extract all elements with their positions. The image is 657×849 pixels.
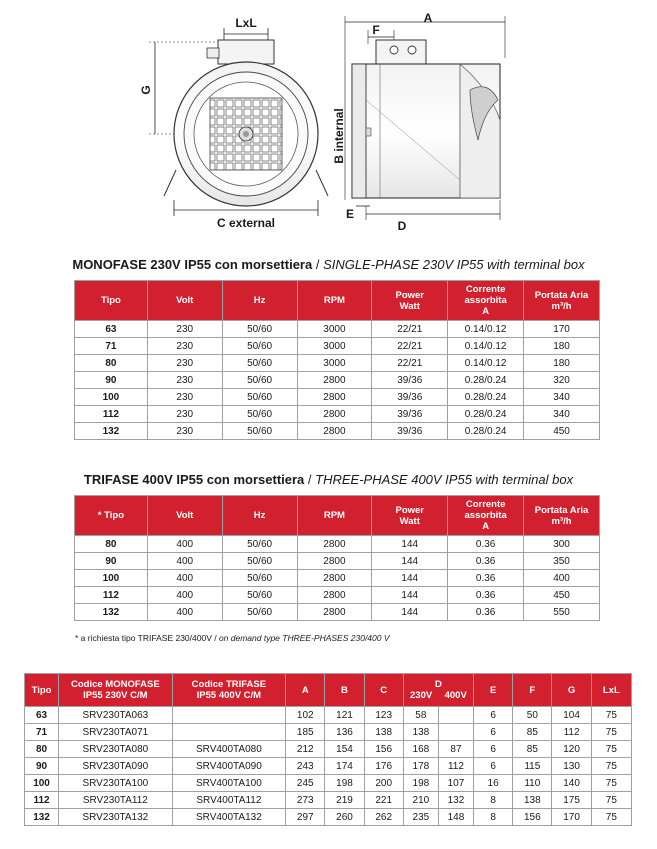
column-header: * Tipo <box>75 496 148 536</box>
table-cell: 230 <box>147 321 222 338</box>
table-cell: 170 <box>552 809 591 826</box>
table-row <box>75 389 600 406</box>
column-header: Volt <box>147 281 222 321</box>
table-cell: 2800 <box>297 389 372 406</box>
c-external-label: C external <box>216 216 276 230</box>
dim-header-g: G <box>552 674 591 707</box>
dim-header-code-mono: Codice MONOFASE IP55 230V C/M <box>59 674 173 707</box>
table-cell: 50/60 <box>222 321 297 338</box>
table-cell: 230 <box>147 372 222 389</box>
table-cell: 260 <box>325 809 364 826</box>
table-cell: 110 <box>513 775 552 792</box>
table-cell: 39/36 <box>372 389 448 406</box>
table-cell: 71 <box>25 724 59 741</box>
single-phase-title-sep: / <box>312 257 324 272</box>
table-cell: 174 <box>325 758 364 775</box>
table-cell: 80 <box>25 741 59 758</box>
b-internal-label: B internal <box>332 108 346 164</box>
table-header-row <box>75 496 600 536</box>
table-cell: 156 <box>364 741 403 758</box>
table-cell: 85 <box>513 724 552 741</box>
table-cell: 100 <box>75 570 148 587</box>
table-row <box>25 707 632 724</box>
table-cell: SRV230TA063 <box>59 707 173 724</box>
table-cell: 0.28/0.24 <box>448 406 524 423</box>
table-cell: 230 <box>147 389 222 406</box>
table-cell: 90 <box>75 553 148 570</box>
dim-header-f: F <box>513 674 552 707</box>
table-cell: 3000 <box>297 355 372 372</box>
table-cell: 71 <box>75 338 148 355</box>
table-cell: 0.28/0.24 <box>448 389 524 406</box>
dim-header-lxl: LxL <box>591 674 631 707</box>
table-cell: 200 <box>364 775 403 792</box>
table-cell: 50/60 <box>222 406 297 423</box>
f-label: F <box>372 23 380 37</box>
table-cell: 450 <box>524 587 600 604</box>
table-cell: 0.36 <box>448 536 524 553</box>
table-cell: 75 <box>591 724 631 741</box>
table-cell: 262 <box>364 809 403 826</box>
table-cell: 132 <box>25 809 59 826</box>
table-cell: 320 <box>524 372 600 389</box>
table-cell: 180 <box>524 338 600 355</box>
table-cell: 50/60 <box>222 553 297 570</box>
table-cell: 300 <box>524 536 600 553</box>
table-cell <box>438 724 473 741</box>
table-cell: 0.36 <box>448 587 524 604</box>
table-cell: 102 <box>286 707 325 724</box>
table-cell: 136 <box>325 724 364 741</box>
table-cell: 6 <box>474 758 513 775</box>
table-cell: 340 <box>524 389 600 406</box>
table-row <box>75 536 600 553</box>
dim-header-e: E <box>474 674 513 707</box>
column-header: Corrente assorbita A <box>448 496 524 536</box>
table-cell: 154 <box>325 741 364 758</box>
table-cell: SRV230TA080 <box>59 741 173 758</box>
table-cell: 3000 <box>297 321 372 338</box>
table-cell: 63 <box>75 321 148 338</box>
table-cell: 6 <box>474 741 513 758</box>
table-cell: 75 <box>591 741 631 758</box>
table-cell: 39/36 <box>372 423 448 440</box>
table-cell: 210 <box>403 792 438 809</box>
table-cell: SRV400TA090 <box>172 758 286 775</box>
table-cell: 39/36 <box>372 372 448 389</box>
table-cell: 138 <box>403 724 438 741</box>
table-cell: 400 <box>524 570 600 587</box>
dim-header-tipo: Tipo <box>25 674 59 707</box>
column-header: Hz <box>222 281 297 321</box>
column-header: Power Watt <box>372 496 448 536</box>
table-cell: 340 <box>524 406 600 423</box>
three-phase-title-italic: THREE-PHASE 400V IP55 with terminal box <box>315 472 574 487</box>
dimensions-header-row <box>25 674 632 707</box>
table-cell: 0.14/0.12 <box>448 338 524 355</box>
dim-header-code-tri: Codice TRIFASE IP55 400V C/M <box>172 674 286 707</box>
table-cell: 75 <box>591 792 631 809</box>
table-row <box>75 423 600 440</box>
column-header: Volt <box>147 496 222 536</box>
table-cell: 2800 <box>297 406 372 423</box>
table-cell: 75 <box>591 809 631 826</box>
table-cell: 198 <box>403 775 438 792</box>
table-cell: 123 <box>364 707 403 724</box>
table-cell: 0.28/0.24 <box>448 372 524 389</box>
table-cell: 100 <box>25 775 59 792</box>
table-cell: 16 <box>474 775 513 792</box>
table-cell: 243 <box>286 758 325 775</box>
table-cell: 550 <box>524 604 600 621</box>
table-cell: 115 <box>513 758 552 775</box>
table-cell: 0.36 <box>448 604 524 621</box>
motor-technical-drawing <box>0 0 657 240</box>
table-cell: 0.28/0.24 <box>448 423 524 440</box>
table-cell: 50/60 <box>222 570 297 587</box>
table-cell: 3000 <box>297 338 372 355</box>
table-cell: SRV230TA112 <box>59 792 173 809</box>
table-cell: 245 <box>286 775 325 792</box>
table-row <box>75 372 600 389</box>
table-cell: 50/60 <box>222 536 297 553</box>
d-label: D <box>397 219 407 233</box>
table-row <box>25 775 632 792</box>
table-cell: 230 <box>147 406 222 423</box>
table-cell: SRV230TA100 <box>59 775 173 792</box>
table-cell: 120 <box>552 741 591 758</box>
table-cell: 6 <box>474 707 513 724</box>
table-cell: 112 <box>25 792 59 809</box>
table-cell: 138 <box>513 792 552 809</box>
table-row <box>25 758 632 775</box>
table-cell: 198 <box>325 775 364 792</box>
table-cell: 87 <box>438 741 473 758</box>
table-cell: SRV400TA100 <box>172 775 286 792</box>
table-row <box>25 724 632 741</box>
table-row <box>75 553 600 570</box>
dim-header-a: A <box>286 674 325 707</box>
table-cell: 2800 <box>297 570 372 587</box>
table-cell: 168 <box>403 741 438 758</box>
table-cell: 144 <box>372 553 448 570</box>
lxl-label: LxL <box>235 16 257 30</box>
three-phase-title-bold: TRIFASE 400V IP55 con morsettiera <box>83 472 305 487</box>
table-cell: 80 <box>75 355 148 372</box>
table-cell: 180 <box>524 355 600 372</box>
table-cell: 130 <box>552 758 591 775</box>
table-cell: 144 <box>372 587 448 604</box>
single-phase-title-bold: MONOFASE 230V IP55 con morsettiera <box>72 257 313 272</box>
table-cell: 0.14/0.12 <box>448 321 524 338</box>
table-cell: 104 <box>552 707 591 724</box>
table-cell: 144 <box>372 570 448 587</box>
table-cell: 90 <box>75 372 148 389</box>
table-cell: 50 <box>513 707 552 724</box>
table-cell: 0.36 <box>448 553 524 570</box>
table-cell: 112 <box>552 724 591 741</box>
table-cell: 450 <box>524 423 600 440</box>
table-cell: 221 <box>364 792 403 809</box>
table-cell: SRV230TA132 <box>59 809 173 826</box>
table-cell: 6 <box>474 724 513 741</box>
table-cell: 0.36 <box>448 570 524 587</box>
g-label: G <box>139 85 153 95</box>
column-header: Tipo <box>75 281 148 321</box>
table-cell: 148 <box>438 809 473 826</box>
table-cell: 39/36 <box>372 406 448 423</box>
single-phase-title <box>0 257 657 272</box>
table-cell: SRV230TA090 <box>59 758 173 775</box>
table-cell: 8 <box>474 809 513 826</box>
dim-header-d <box>403 674 473 707</box>
table-cell: SRV400TA112 <box>172 792 286 809</box>
column-header: Hz <box>222 496 297 536</box>
table-row <box>75 321 600 338</box>
table-row <box>75 604 600 621</box>
table-cell: 400 <box>147 553 222 570</box>
table-cell: 138 <box>364 724 403 741</box>
table-cell: 156 <box>513 809 552 826</box>
table-cell: 50/60 <box>222 587 297 604</box>
table-cell: 297 <box>286 809 325 826</box>
table-row <box>75 570 600 587</box>
side-view <box>332 11 505 233</box>
table-cell: 50/60 <box>222 372 297 389</box>
table-cell: 132 <box>75 423 148 440</box>
dimensions-table <box>24 673 632 826</box>
table-row <box>75 338 600 355</box>
table-cell: 350 <box>524 553 600 570</box>
table-cell: 400 <box>147 587 222 604</box>
column-header: Corrente assorbita A <box>448 281 524 321</box>
table-header-row <box>75 281 600 321</box>
table-cell: 2800 <box>297 604 372 621</box>
front-view <box>139 16 328 230</box>
table-cell: 100 <box>75 389 148 406</box>
column-header: Power Watt <box>372 281 448 321</box>
table-row <box>75 406 600 423</box>
e-label: E <box>345 207 354 221</box>
column-header: Portata Aria m³/h <box>524 281 600 321</box>
table-cell <box>172 707 286 724</box>
dim-header-d230: 230V <box>410 690 433 701</box>
single-phase-table <box>74 280 600 440</box>
table-cell: 75 <box>591 758 631 775</box>
column-header: RPM <box>297 496 372 536</box>
table-cell: 230 <box>147 338 222 355</box>
table-cell: 22/21 <box>372 338 448 355</box>
table-cell: 50/60 <box>222 338 297 355</box>
table-cell: SRV230TA071 <box>59 724 173 741</box>
table-cell: 2800 <box>297 372 372 389</box>
table-row <box>25 741 632 758</box>
dim-header-d-sub <box>404 690 473 701</box>
table-cell: 230 <box>147 423 222 440</box>
table-cell: 50/60 <box>222 604 297 621</box>
table-row <box>75 355 600 372</box>
table-row <box>25 809 632 826</box>
table-cell: 132 <box>438 792 473 809</box>
table-cell: 176 <box>364 758 403 775</box>
three-phase-table <box>74 495 600 621</box>
table-cell: 2800 <box>297 423 372 440</box>
table-cell: 235 <box>403 809 438 826</box>
table-cell: 212 <box>286 741 325 758</box>
dim-header-c: C <box>364 674 403 707</box>
table-cell: 75 <box>591 707 631 724</box>
table-cell: 112 <box>75 406 148 423</box>
table-cell: 107 <box>438 775 473 792</box>
a-label: A <box>423 11 433 25</box>
table-cell: 58 <box>403 707 438 724</box>
table-cell: 132 <box>75 604 148 621</box>
table-cell: 22/21 <box>372 321 448 338</box>
table-cell: 175 <box>552 792 591 809</box>
table-cell: 140 <box>552 775 591 792</box>
table-cell: 112 <box>75 587 148 604</box>
table-cell: SRV400TA132 <box>172 809 286 826</box>
table-row <box>25 792 632 809</box>
column-header: RPM <box>297 281 372 321</box>
table-cell: 85 <box>513 741 552 758</box>
table-cell: 22/21 <box>372 355 448 372</box>
table-cell: 273 <box>286 792 325 809</box>
table-cell: 400 <box>147 536 222 553</box>
table-cell: 112 <box>438 758 473 775</box>
table-cell: 400 <box>147 570 222 587</box>
table-cell: 2800 <box>297 536 372 553</box>
table-cell: 219 <box>325 792 364 809</box>
table-cell: SRV400TA080 <box>172 741 286 758</box>
table-cell: 75 <box>591 775 631 792</box>
table-cell: 2800 <box>297 587 372 604</box>
table-cell: 50/60 <box>222 389 297 406</box>
table-cell: 50/60 <box>222 423 297 440</box>
table-cell: 2800 <box>297 553 372 570</box>
footnote <box>75 633 390 643</box>
table-cell: 178 <box>403 758 438 775</box>
dim-header-d400: 400V <box>444 690 467 701</box>
table-cell <box>172 724 286 741</box>
table-cell: 144 <box>372 604 448 621</box>
table-cell: 0.14/0.12 <box>448 355 524 372</box>
table-cell: 121 <box>325 707 364 724</box>
table-cell: 400 <box>147 604 222 621</box>
table-cell: 50/60 <box>222 355 297 372</box>
dim-header-b: B <box>325 674 364 707</box>
table-cell: 185 <box>286 724 325 741</box>
column-header: Portata Aria m³/h <box>524 496 600 536</box>
table-cell: 8 <box>474 792 513 809</box>
table-cell: 230 <box>147 355 222 372</box>
table-cell: 80 <box>75 536 148 553</box>
table-cell: 90 <box>25 758 59 775</box>
table-cell: 170 <box>524 321 600 338</box>
table-cell: 144 <box>372 536 448 553</box>
footnote-italic: on demand type THREE-PHASES 230/400 V <box>218 633 390 643</box>
table-row <box>75 587 600 604</box>
single-phase-title-italic: SINGLE-PHASE 230V IP55 with terminal box <box>323 257 585 272</box>
footnote-plain: * a richiesta tipo TRIFASE 230/400V / <box>75 633 219 643</box>
table-cell <box>438 707 473 724</box>
three-phase-title <box>0 472 657 487</box>
three-phase-title-sep: / <box>304 472 316 487</box>
table-cell: 63 <box>25 707 59 724</box>
dim-header-d-label: D <box>434 679 442 690</box>
